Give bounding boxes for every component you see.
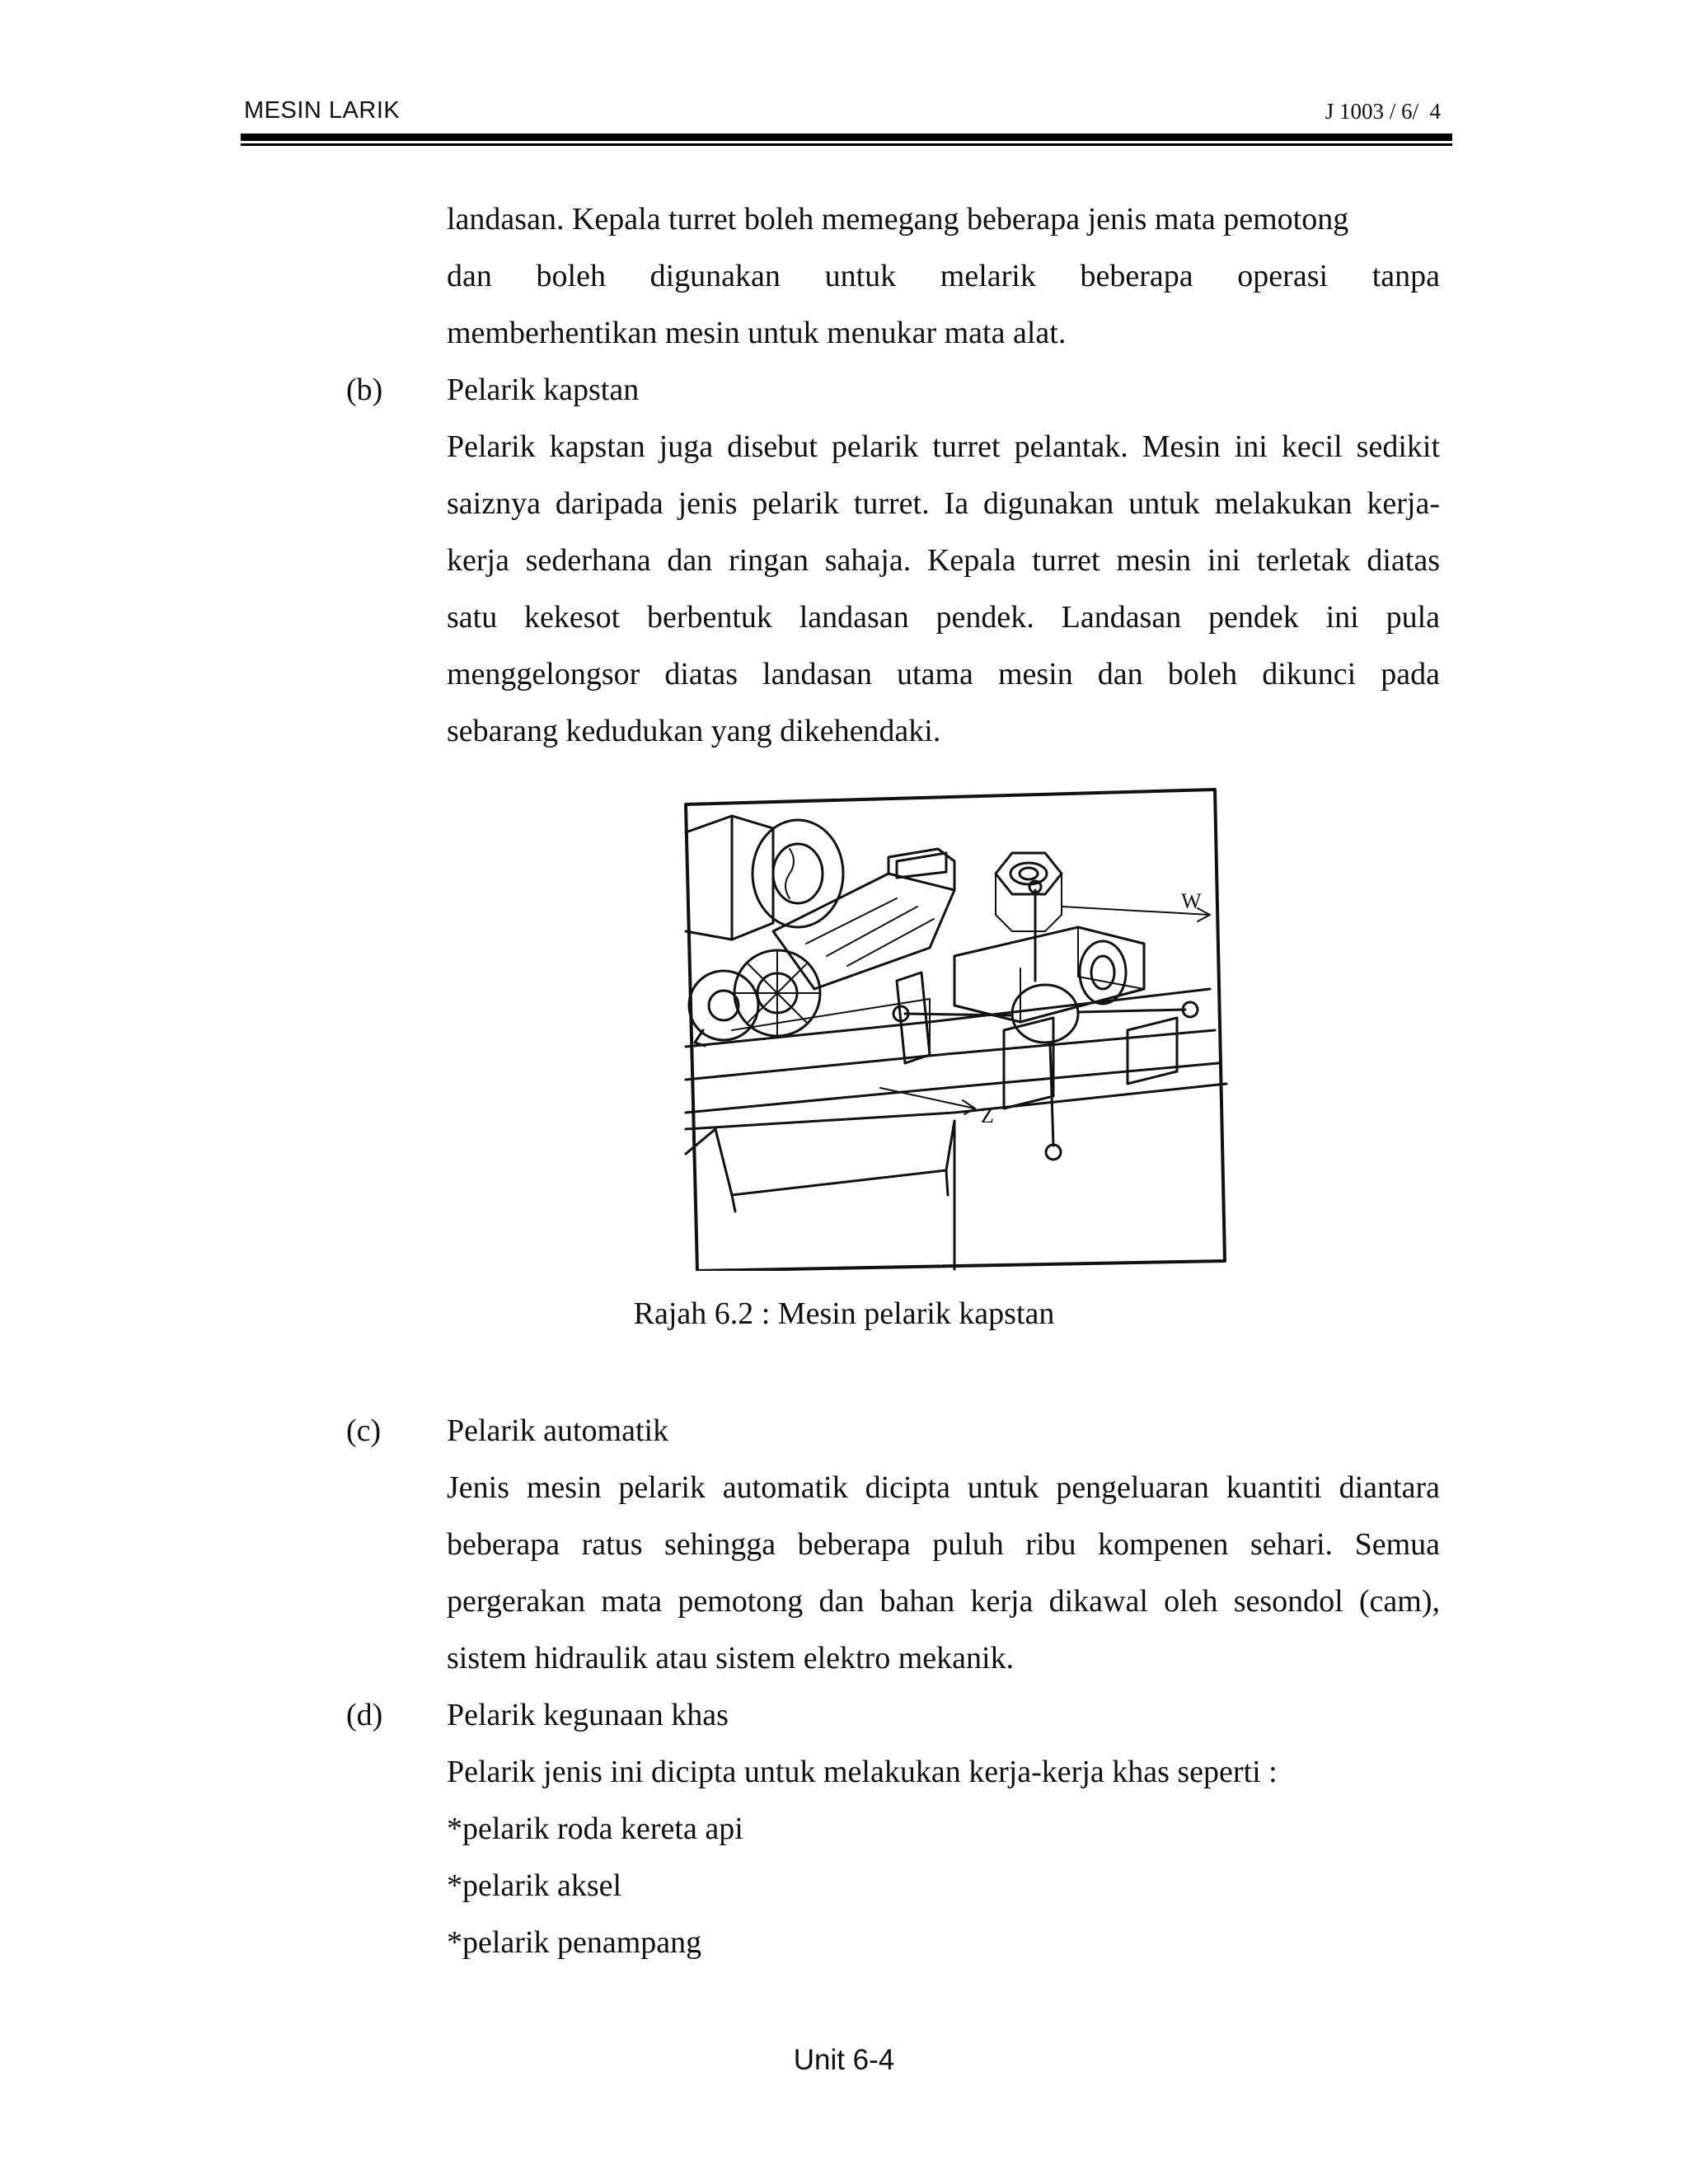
section-c-line-1: Jenis mesin pelarik automatik dicipta untuk pengeluaran kuantiti diantara [447, 1470, 1440, 1505]
section-b-line-4: satu kekesot berbentuk landasan pendek. Landasan pendek ini pula [447, 600, 1440, 635]
section-b-line-2: saiznya daripada jenis pelarik turret. Ia digunakan untuk melakukan kerja- [447, 486, 1440, 521]
capstan-lathe-figure [682, 783, 1228, 1271]
section-c-body [447, 1460, 1440, 1687]
intro-line-2 [447, 248, 1440, 305]
section-b-line-1: Pelarik kapstan juga disebut pelarik turret pelantak. Mesin ini kecil sedikit [447, 429, 1440, 464]
section-c-title: Pelarik automatik [447, 1413, 669, 1448]
section-b-line-5: menggelongsor diatas landasan utama mesin dan boleh dikunci pada [447, 657, 1440, 691]
header-title: MESIN LARIK [244, 97, 401, 124]
header-rule-thin [241, 143, 1452, 146]
header-code: J 1003 / 6/ 4 [1325, 99, 1441, 124]
section-b-line-6: sebarang kedudukan yang dikehendaki. [447, 714, 941, 748]
header-rule-thick [241, 134, 1452, 141]
section-d-item-3: *pelarik penampang [447, 1925, 702, 1960]
section-d-intro: Pelarik jenis ini dicipta untuk melakukan kerja-kerja khas seperti : [447, 1755, 1278, 1789]
intro-line-2-text: dan boleh digunakan untuk melarik beberapa operasi tanpa [447, 259, 1440, 293]
page-footer: Unit 6-4 [793, 2044, 895, 2076]
intro-line-1: landasan. Kepala turret boleh memegang beberapa jenis mata pemotong [447, 202, 1349, 237]
section-b-line-3: kerja sederhana dan ringan sahaja. Kepala turret mesin ini terletak diatas [447, 543, 1440, 578]
section-b-body [447, 419, 1440, 760]
section-c-line-3: pergerakan mata pemotong dan bahan kerja dikawal oleh sesondol (cam), [447, 1584, 1440, 1619]
section-c-marker: (c) [346, 1413, 382, 1448]
intro-line-3: memberhentikan mesin untuk menukar mata alat. [447, 316, 1067, 350]
section-d-title: Pelarik kegunaan khas [447, 1698, 729, 1732]
section-b-title: Pelarik kapstan [447, 373, 640, 407]
section-d-item-2: *pelarik aksel [447, 1868, 622, 1903]
section-b-marker: (b) [346, 373, 383, 407]
figure-caption: Rajah 6.2 : Mesin pelarik kapstan [633, 1296, 1055, 1331]
section-d-marker: (d) [346, 1698, 383, 1732]
figure-label-z: Z [981, 1104, 994, 1127]
section-d-item-1: *pelarik roda kereta api [447, 1811, 743, 1846]
section-c-line-2: beberapa ratus sehingga beberapa puluh ribu kompenen sehari. Semua [447, 1527, 1440, 1562]
figure-label-w: W [1181, 889, 1202, 913]
section-c-line-4: sistem hidraulik atau sistem elektro mekanik. [447, 1641, 1015, 1675]
